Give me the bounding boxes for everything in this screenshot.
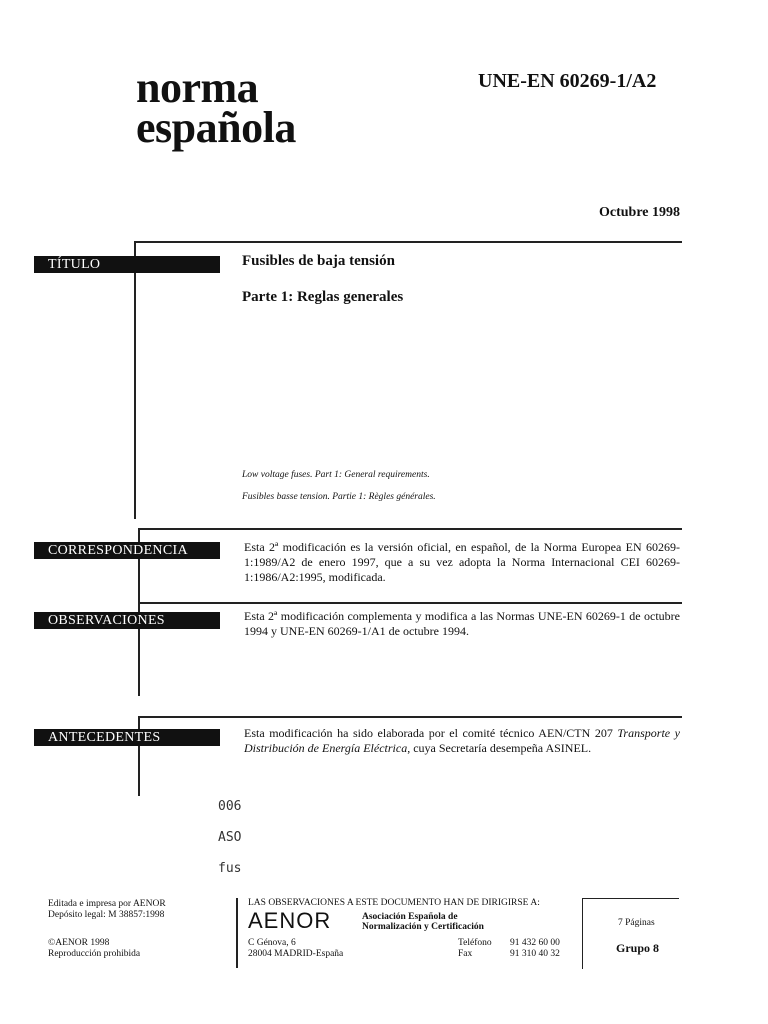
footer-address-street: C Génova, 6 — [248, 938, 296, 948]
antecedentes-text-before: Esta modificación ha sido elaborada por el comité técnico AEN/CTN 207 — [244, 726, 618, 740]
page-count: 7 Páginas — [618, 918, 655, 928]
antecedentes-text — [244, 726, 680, 756]
aenor-association-name — [362, 912, 484, 932]
code-line-2: ASO — [218, 830, 242, 845]
document-code: UNE-EN 60269-1/A2 — [478, 70, 657, 92]
footer-address-city: 28004 MADRID-España — [248, 949, 344, 959]
footer-reproduction: Reproducción prohibida — [48, 949, 141, 959]
vertical-rule-titulo — [134, 241, 136, 519]
correspondencia-text: Esta 2ª modificación es la versión oficial, en español, de la Norma Europea EN 60269-1:1989/A2 de enero 1997, que a su vez adopta la Norma Internacional CEI 60269-1:1986/A2:1995, modificada. — [244, 540, 680, 584]
aenor-logo: AENOR — [248, 908, 332, 933]
footer-observations-title: LAS OBSERVACIONES A ESTE DOCUMENTO HAN DE DIRIGIRSE A: — [248, 898, 540, 908]
standard-title: Fusibles de baja tensión — [242, 253, 395, 269]
section-label-observaciones: OBSERVACIONES — [34, 612, 220, 629]
antecedentes-text-after: , cuya Secretaría desempeña ASINEL. — [407, 741, 592, 755]
publication-title-line2: española — [136, 103, 296, 152]
footer-contact-values — [510, 938, 560, 960]
code-line-1: 006 — [218, 799, 242, 814]
french-title: Fusibles basse tension. Partie 1: Règles générales. — [242, 492, 436, 502]
footer-fax-label: Fax — [458, 949, 473, 959]
vertical-rule-correspondencia — [138, 528, 140, 604]
section-label-titulo: TÍTULO — [34, 256, 220, 273]
footer-phone-label: Teléfono — [458, 938, 492, 948]
publication-title — [136, 63, 296, 152]
observaciones-text: Esta 2ª modificación complementa y modifica a las Normas UNE-EN 60269-1 de octubre 1994 y UNE-EN 60269-1/A1 de octubre 1994. — [244, 609, 680, 638]
pages-group-box — [582, 898, 679, 969]
footer-rights — [48, 938, 140, 960]
divider-observaciones — [138, 602, 682, 604]
section-label-correspondencia: CORRESPONDENCIA — [34, 542, 220, 559]
standard-subtitle: Parte 1: Reglas generales — [242, 289, 404, 305]
antecedentes-committee-name: Transporte y Distribución de Energía Eléctrica — [244, 726, 680, 755]
footer-publisher — [48, 899, 166, 921]
divider-titulo — [134, 241, 682, 243]
footer-phone: 91 432 60 00 — [510, 938, 560, 948]
english-title: Low voltage fuses. Part 1: General requirements. — [242, 470, 430, 480]
footer-deposit: Depósito legal: M 38857:1998 — [48, 910, 165, 920]
footer-fax: 91 310 40 32 — [510, 949, 560, 959]
aenor-association-line1: Asociación Española de — [362, 912, 458, 922]
section-label-antecedentes: ANTECEDENTES — [34, 729, 220, 746]
price-group: Grupo 8 — [616, 941, 660, 955]
aenor-association-line2: Normalización y Certificación — [362, 922, 484, 932]
footer-contact-labels — [458, 938, 492, 960]
footer-copyright: ©AENOR 1998 — [48, 938, 110, 948]
divider-correspondencia — [138, 528, 682, 530]
code-line-3: fus — [218, 861, 242, 876]
footer-address — [248, 938, 343, 960]
divider-antecedentes — [138, 716, 682, 718]
footer-edited: Editada e impresa por AENOR — [48, 899, 166, 909]
document-date: Octubre 1998 — [598, 205, 680, 220]
vertical-rule-antecedentes — [138, 716, 140, 796]
footer-vertical-rule — [236, 898, 238, 968]
publication-title-line1: norma — [136, 63, 259, 112]
